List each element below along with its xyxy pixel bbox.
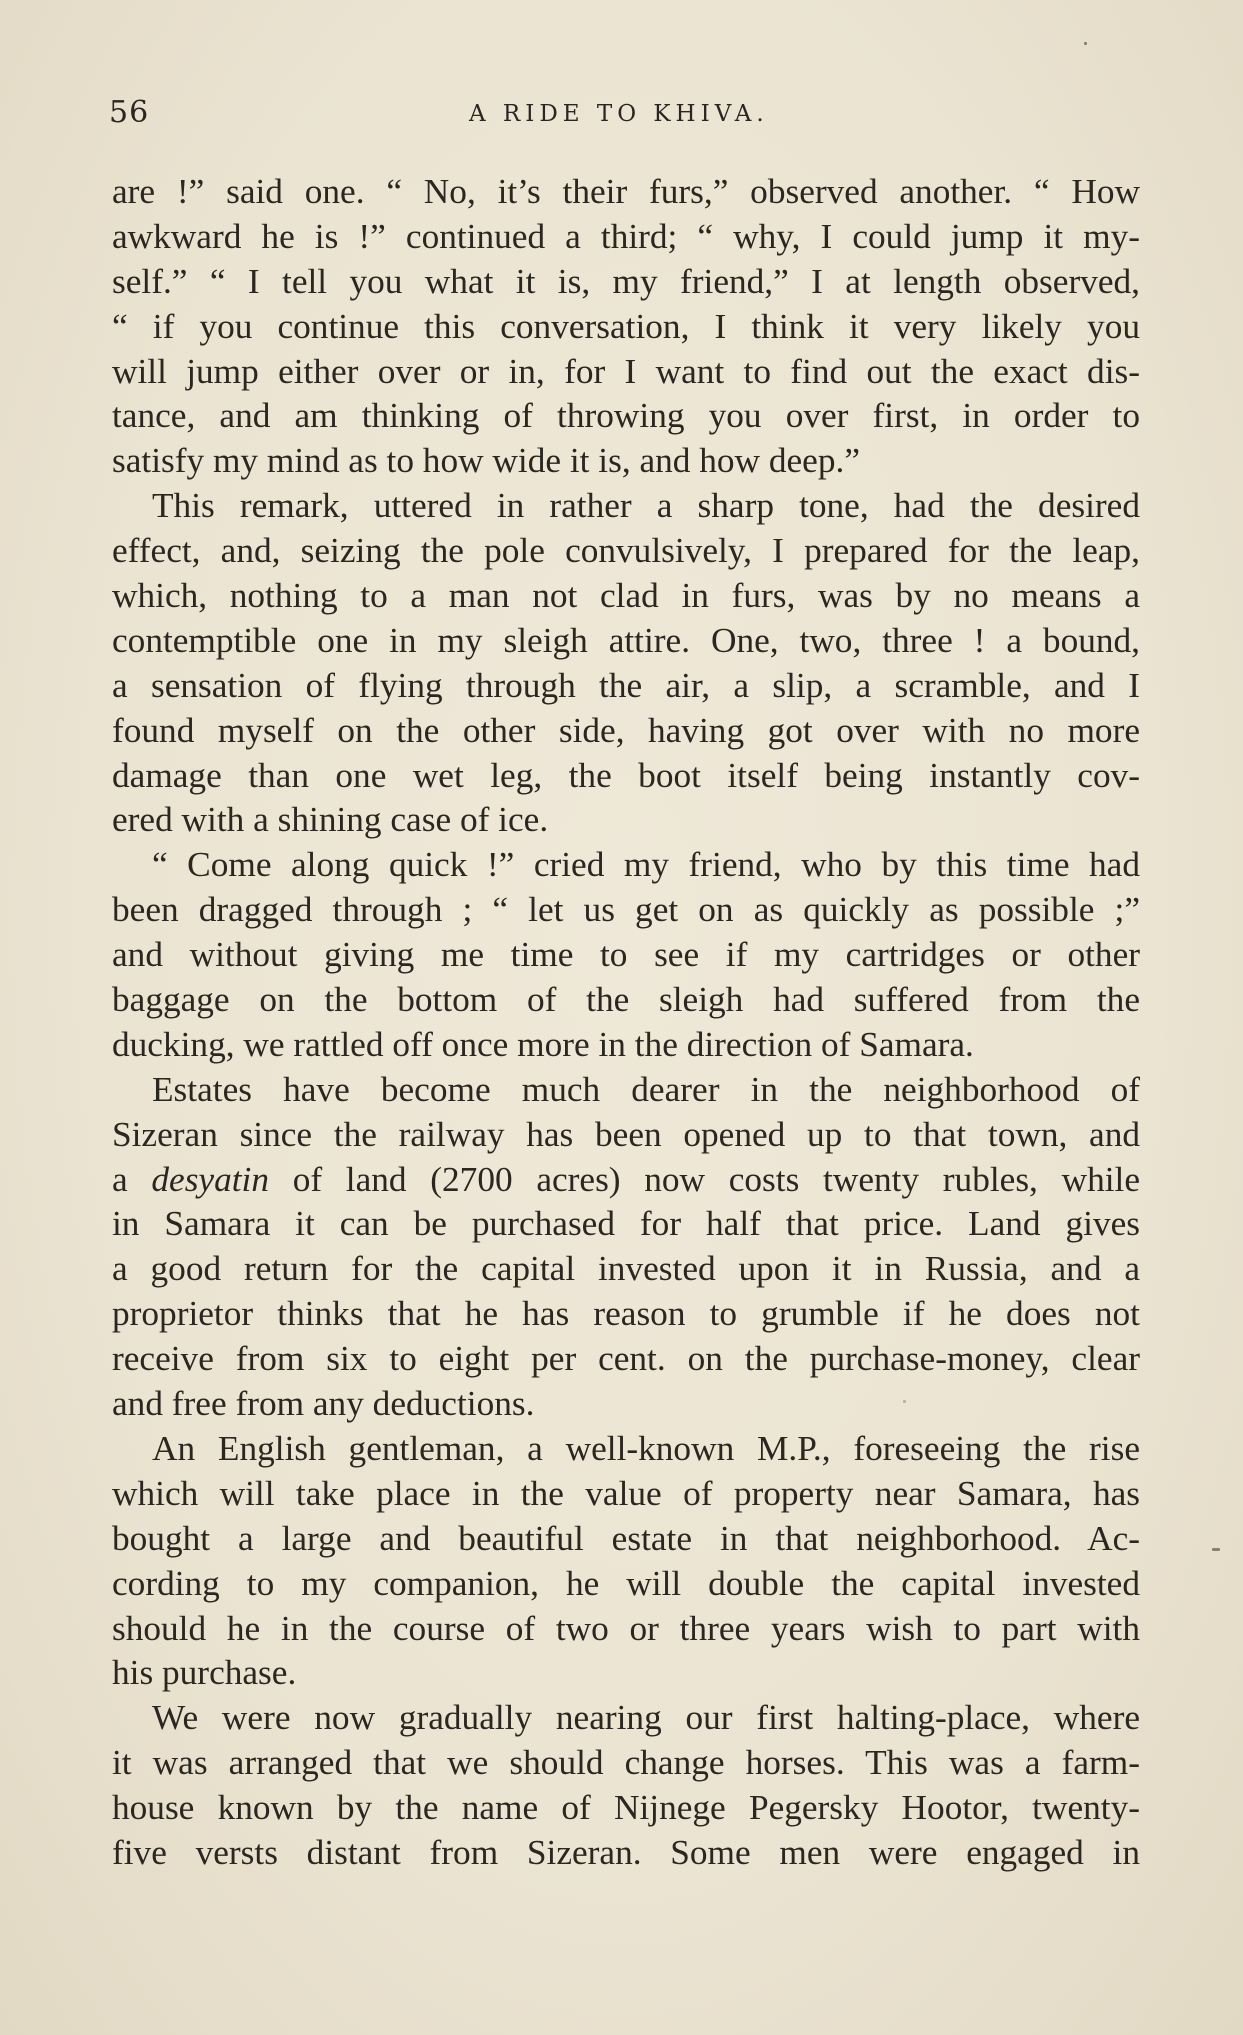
- text-fragment: a: [112, 1159, 152, 1199]
- paper-speck: [1212, 1548, 1220, 1551]
- italic-term-desyatin: desyatin: [151, 1159, 270, 1199]
- text-line: An English gentleman, a well-known M.P., foreseeing the rise: [152, 1428, 1140, 1468]
- text-line: baggage on the bottom of the sleigh had suffered from the: [112, 980, 1140, 1020]
- text-line: a good return for the capital invested upon it in Russia, and a: [112, 1249, 1140, 1289]
- text-line: five versts distant from Sizeran. Some men were engaged in: [112, 1832, 1140, 1872]
- text-line: found myself on the other side, having got over with no more: [112, 710, 1140, 750]
- text-line: which will take place in the value of property near Samara, has: [112, 1473, 1140, 1513]
- text-line: house known by the name of Nijnege Pegersky Hootor, twenty-: [112, 1788, 1140, 1828]
- text-line: are !” said one. “ No, it’s their furs,” observed another. “ How: [112, 172, 1140, 211]
- text-line: bought a large and beautiful estate in that neighborhood. Ac-: [112, 1518, 1140, 1558]
- text-line: effect, and, seizing the pole convulsively, I prepared for the leap,: [112, 531, 1140, 571]
- text-line: receive from six to eight per cent. on the purchase-money, clear: [112, 1339, 1140, 1379]
- page-header: [109, 95, 1139, 135]
- text-line: Sizeran since the railway has been opened up to that town, and: [112, 1114, 1140, 1154]
- text-line: This remark, uttered in rather a sharp tone, had the desired: [152, 486, 1140, 526]
- text-line: tance, and am thinking of throwing you over first, in order to: [112, 396, 1140, 436]
- text-line: it was arranged that we should change horses. This was a farm-: [112, 1743, 1140, 1783]
- text-line: awkward he is !” continued a third; “ why, I could jump it my-: [112, 216, 1140, 256]
- text-line: been dragged through ; “ let us get on as quickly as possible ;”: [112, 890, 1140, 930]
- text-line: We were now gradually nearing our first halting-place, where: [152, 1698, 1140, 1738]
- text-line: ered with a shining case of ice.: [112, 800, 549, 840]
- text-line: “ if you continue this conversation, I think it very likely you: [112, 306, 1140, 346]
- text-line: cording to my companion, he will double the capital invested: [112, 1563, 1140, 1603]
- text-line: ducking, we rattled off once more in the direction of Samara.: [112, 1024, 974, 1064]
- text-line-italic: [112, 1158, 1140, 1203]
- text-line: “ Come along quick !” cried my friend, who by this time had: [152, 845, 1140, 885]
- text-line: Estates have become much dearer in the neighborhood of: [152, 1069, 1140, 1109]
- text-line: his purchase.: [112, 1653, 297, 1693]
- paper-speck: [1084, 42, 1087, 45]
- text-line: will jump either over or in, for I want to find out the exact dis-: [112, 351, 1140, 391]
- text-line: damage than one wet leg, the boot itself being instantly cov-: [112, 755, 1140, 795]
- running-title: A RIDE TO KHIVA.: [469, 101, 769, 127]
- text-line: in Samara it can be purchased for half that price. Land gives: [112, 1204, 1140, 1244]
- text-line: and free from any deductions.: [112, 1384, 535, 1424]
- text-fragment: of land (2700 acres) now costs twenty rubles, while: [269, 1159, 1140, 1199]
- text-line: and without giving me time to see if my cartridges or other: [112, 935, 1140, 975]
- text-line: satisfy my mind as to how wide it is, and how deep.”: [112, 441, 860, 481]
- text-line: contemptible one in my sleigh attire. One, two, three ! a bound,: [112, 620, 1140, 660]
- text-line: proprietor thinks that he has reason to grumble if he does not: [112, 1294, 1140, 1334]
- page-number: 56: [109, 95, 150, 130]
- text-line: should he in the course of two or three years wish to part with: [112, 1608, 1140, 1648]
- text-line: self.” “ I tell you what it is, my friend,” I at length observed,: [112, 261, 1140, 301]
- body-text: [112, 170, 1140, 1876]
- paper-speck: [903, 1400, 906, 1403]
- text-line: which, nothing to a man not clad in furs, was by no means a: [112, 576, 1140, 616]
- text-line: a sensation of flying through the air, a slip, a scramble, and I: [112, 665, 1140, 705]
